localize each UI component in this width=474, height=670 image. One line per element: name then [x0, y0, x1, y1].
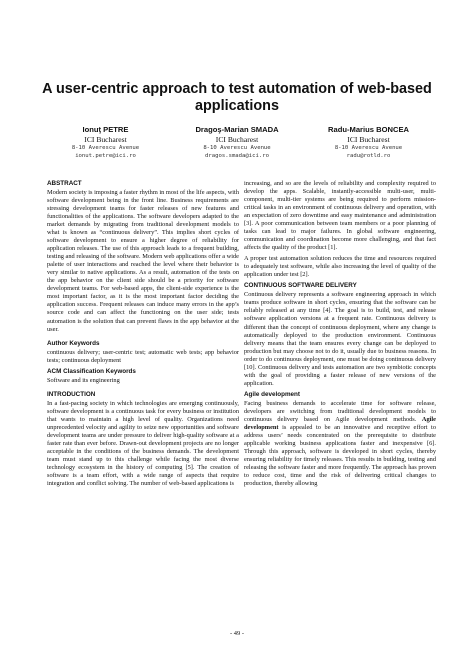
page-number: - 49 -: [229, 630, 245, 637]
agile-text-start: Facing business demands to accelerate time for software release, developers are switching from traditional development models to continuous delivery based on Agile development methods.: [244, 399, 436, 423]
abstract-heading: ABSTRACT: [47, 180, 82, 187]
intro-heading: INTRODUCTION: [47, 390, 96, 398]
author-3: [303, 125, 434, 160]
author-address: 8-10 Averescu Avenue: [71, 145, 140, 151]
left-column: [47, 180, 239, 488]
agile-text-end: is appealed to be an innovative and receptive effort to address users’ needs concentrated on the prerequisite to distribute applicable working business applications faster and inexpensive [6]. Through this approach, software is developed in short cycles, thereby ensuring reliability for timely releases. This results in building, testing and releasing the software faster and more frequently. The approach has proven to reduce cost, time and the risk of delivering critical changes to production, thereby allowing: [244, 423, 436, 488]
keywords-heading: Author Keywords: [47, 339, 100, 347]
continuous-delivery-heading: CONTINUOUS SOFTWARE DELIVERY: [244, 282, 357, 290]
body-paragraph-1: increasing, and so are the levels of reliability and complexity required to develop the apps. Scalable, instantly-accessible multi-user, multi-component, multi-tier systems are being required to perform mission-critical tasks in an environment of continuous delivery and operation, with an expectation of zero downtime and easy maintenance and administration [3]. A poor communication between team members or a poor planning of tasks can lead to major failures. In global software engineering, communication and coordination become more challenging, and that fact affects the quality of the product [1].: [244, 180, 436, 252]
abstract-text: Modern society is imposing a faster rhythm in most of the life aspects, with software development being in the front line. Business requirements are stressing development teams for faster releases of new features and functionalities of the applications. The software developers adapted to the market demands by migrating from traditional development models to what is known as “continuous delivery”. This implies short cycles of software development to ensure a higher degree of reliability for application releases. The use of this approach leads to a frequent building, testing and releasing of the software. Modern web applications offer a wide palette of user interactions and reached the level where their behavior is very similar to native applications. As a result, automation of the tests on the app behavior on the client side should be a priority for software development teams. For web-based apps, the client-side experience is the most important factor, as it is the most important factor deciding the application success. Frequent releases can induce many errors in the app’s source code and can affect the functioning on the user side; tests automation is the solution that can prevent flaws in the app behavior at the user.: [47, 189, 239, 333]
author-1: [40, 125, 171, 160]
author-institution: ICI Bucharest: [347, 134, 390, 144]
acm-text: Software and its engineering: [47, 376, 120, 384]
author-block: [40, 125, 434, 160]
agile-bold-term: Agile development: [244, 415, 436, 431]
author-name: Dragoş-Marian SMADA: [195, 125, 279, 134]
author-2: [172, 125, 303, 160]
author-email: radu@rotld.ro: [346, 153, 391, 159]
intro-text: In a fast-pacing society in which technologies are emerging continuously, software development is a continuous task for every business or institution that wants to maintain a high level of quality. Organizations need unprecedented velocity and agility to seize new opportunities and software development teams are under pressure to deliver high-quality software at a faster rate than ever before. Drawn-out development projects are no longer acceptable in the conditions of the business demands. The development team must stand up to this challenge while facing the most diverse technology ecosystem in the history of computing [5]. The creation of software is a team effort, with a wide range of aspects that require integration and conflict solving. The number of web-based applications is: [47, 399, 239, 487]
author-email: ionut.petre@ici.ro: [75, 153, 136, 159]
agile-text: [244, 400, 436, 488]
body-paragraph-2: A proper test automation solution reduces the time and resources required to adequately test software, while also increasing the level of quality of the application under test [2].: [244, 255, 436, 279]
agile-heading: Agile development: [244, 390, 300, 398]
author-address: 8-10 Averescu Avenue: [203, 145, 271, 151]
paper-title: A user-centric approach to test automation of web-based applications: [42, 81, 432, 114]
keywords-text: continuous delivery; user-centric test; automatic web tests; app behavior tests; continuous deployment: [47, 348, 239, 364]
author-name: Ionuţ PETRE: [82, 125, 129, 134]
author-name: Radu-Marius BONCEA: [327, 125, 409, 134]
acm-heading: ACM Classification Keywords: [47, 367, 136, 375]
author-institution: ICI Bucharest: [215, 134, 259, 144]
author-institution: ICI Bucharest: [84, 134, 127, 144]
continuous-delivery-text: Continuous delivery represents a software engineering approach in which teams produce software in short cycles, ensuring that the software can be reliably released at any time [4]. The goal is to build, test, and release software application versions at a frequent rate. Continuous delivery is different than the concept of continuous deployment, where any change is automatically deployed to the production environment. Continuous delivery means that the team ensures every change can be deployed to production but may choose not to do it, usually due to business reasons. In order to do continuous deployment, one must be doing continuous delivery [10]. Continuous delivery and tests automation are two symbiotic concepts with the goal of providing a faster release of new versions of the application.: [244, 291, 436, 387]
right-column: [244, 180, 436, 488]
author-email: dragos.smada@ici.ro: [205, 153, 269, 159]
author-address: 8-10 Averescu Avenue: [334, 145, 403, 151]
